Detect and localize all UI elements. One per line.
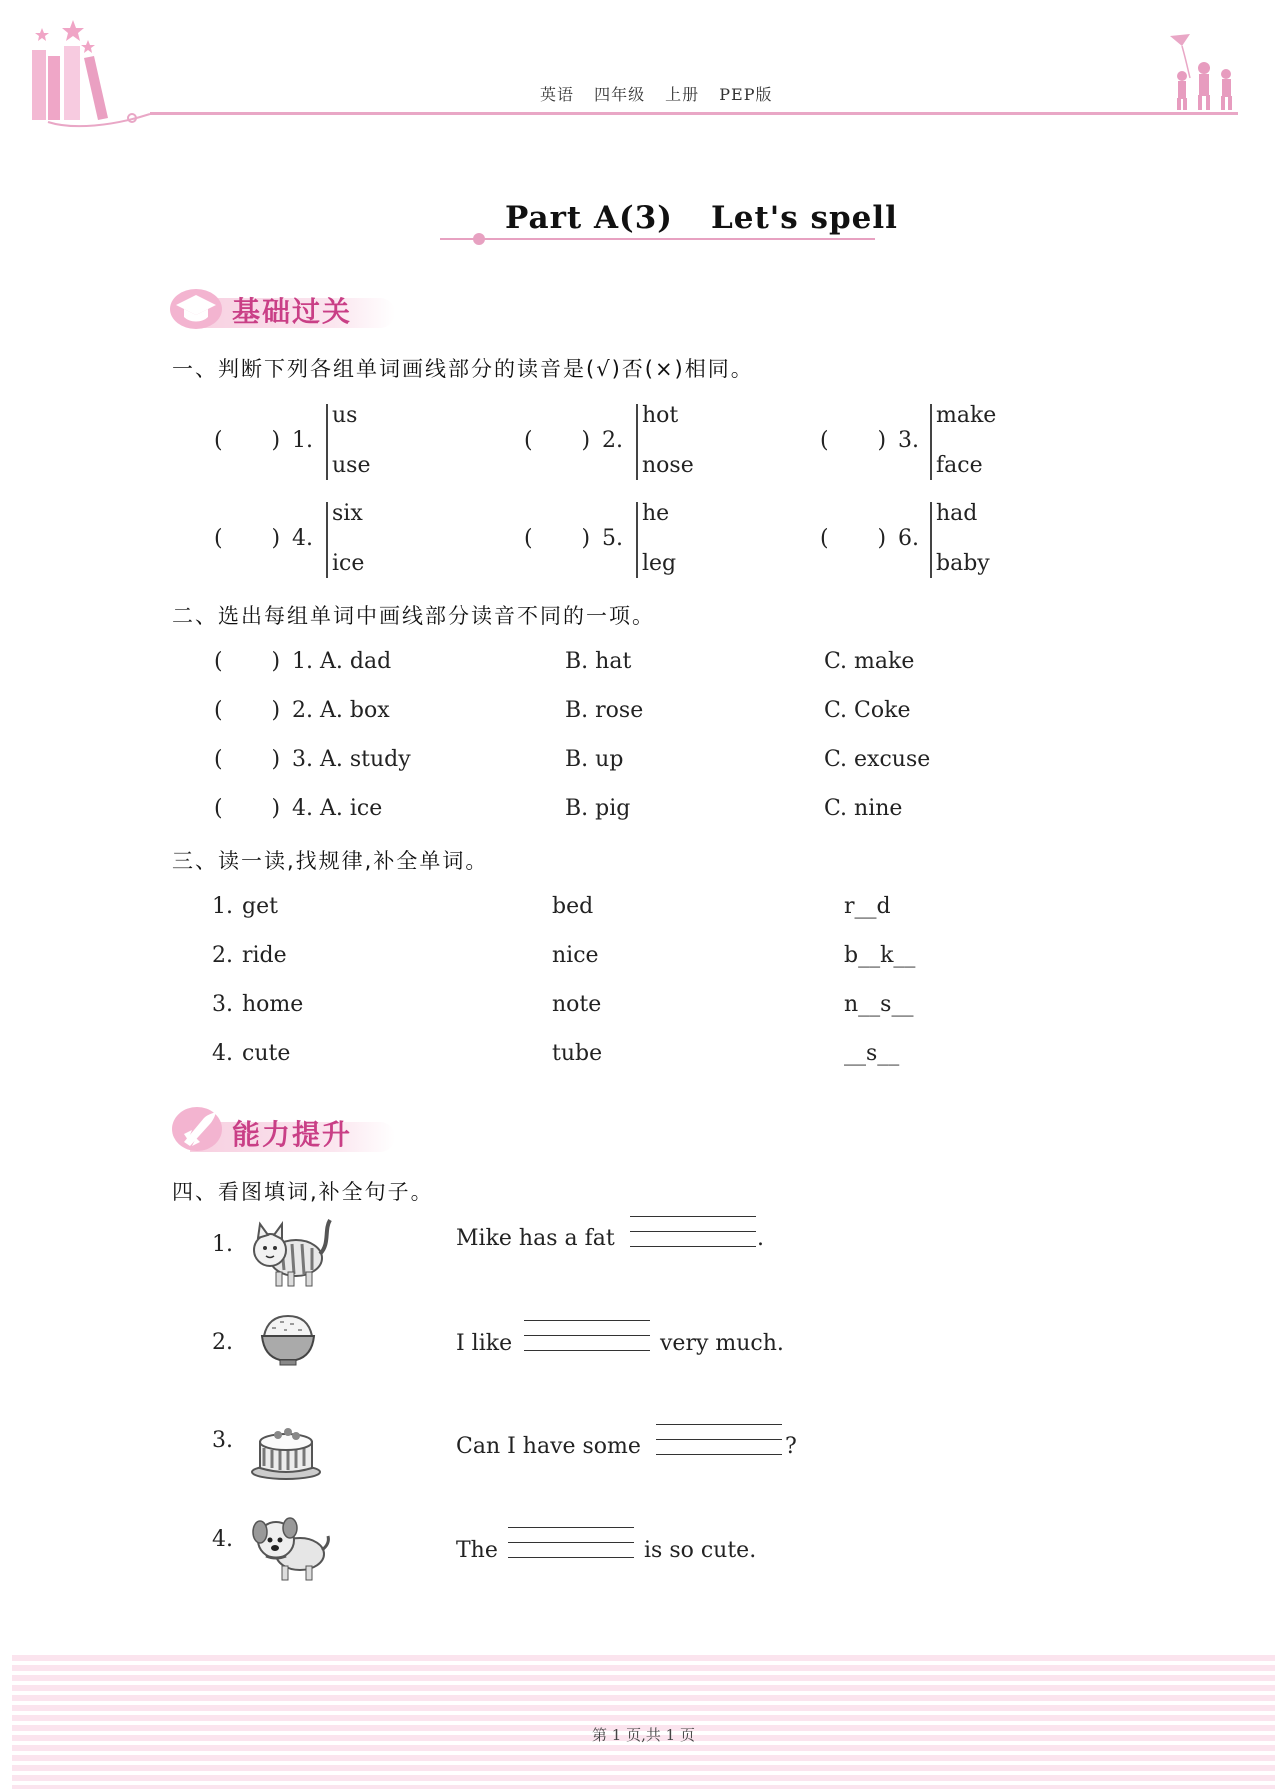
q2-option-b: B. up: [565, 747, 624, 772]
q3-item-number: 3.: [212, 992, 233, 1017]
header-books-logo: [28, 18, 158, 130]
q1-word-top: had: [936, 501, 978, 526]
q2-option-c: C. make: [824, 649, 915, 674]
q3-word-1: home: [242, 992, 304, 1017]
q1-item-number: 4.: [292, 526, 313, 551]
footer-band: [12, 1655, 1275, 1789]
q1-word-top: hot: [642, 403, 679, 428]
q3-word-2: note: [552, 992, 602, 1017]
q1-word-bottom: leg: [642, 551, 677, 576]
q2-answer-bracket[interactable]: ( ): [214, 747, 281, 772]
q2-item-number: 1.: [292, 649, 313, 674]
q1-word-bottom: face: [936, 453, 983, 478]
q1-word-bottom: baby: [936, 551, 990, 576]
q1-brace: [326, 502, 328, 578]
q1-word-top: us: [332, 403, 358, 428]
q4-sentence-start: I like: [456, 1331, 513, 1356]
q2-option-a: A. box: [320, 698, 390, 723]
q1-item-number: 2.: [602, 428, 623, 453]
q3-item-number: 1.: [212, 894, 233, 919]
q1-answer-bracket[interactable]: ( ): [524, 428, 591, 453]
page-title: [505, 200, 898, 236]
q2-option-b: B. pig: [565, 796, 631, 821]
q3-word-1: cute: [242, 1041, 291, 1066]
q2-option-c: C. excuse: [824, 747, 931, 772]
q2-answer-bracket[interactable]: ( ): [214, 649, 281, 674]
q2-option-c: C. nine: [824, 796, 903, 821]
q1-brace: [326, 404, 328, 480]
q4-instruction: 四、看图填词,补全句子。: [172, 1180, 434, 1204]
dog-picture: [246, 1510, 332, 1586]
q1-brace: [636, 404, 638, 480]
q4-answer-lines[interactable]: [508, 1525, 634, 1569]
q1-answer-bracket[interactable]: ( ): [524, 526, 591, 551]
q1-brace: [636, 502, 638, 578]
graduation-cap-icon: [168, 285, 224, 331]
q1-word-bottom: use: [332, 453, 371, 478]
q2-instruction: 二、选出每组单词中画线部分读音不同的一项。: [172, 604, 655, 628]
q3-fill-word[interactable]: b__k__: [844, 943, 916, 968]
q3-fill-word[interactable]: __s__: [844, 1041, 900, 1066]
q3-item-number: 2.: [212, 943, 233, 968]
q4-sentence-end: very much.: [660, 1331, 784, 1356]
q1-brace: [930, 502, 932, 578]
q1-answer-bracket[interactable]: ( ): [820, 526, 887, 551]
q1-item-number: 1.: [292, 428, 313, 453]
q4-sentence-start: Mike has a fat: [456, 1226, 615, 1251]
q3-word-1: ride: [242, 943, 287, 968]
q2-option-b: B. hat: [565, 649, 632, 674]
q2-item-number: 2.: [292, 698, 313, 723]
rice-bowl-picture: [258, 1308, 318, 1368]
q1-answer-bracket[interactable]: ( ): [214, 428, 281, 453]
q3-word-2: nice: [552, 943, 599, 968]
q4-item-number: 4.: [212, 1527, 233, 1552]
section-basic-title: 基础过关: [232, 295, 353, 328]
q2-item-number: 3.: [292, 747, 313, 772]
page-number: 第 1 页,共 1 页: [592, 1726, 695, 1744]
title-dot: [473, 233, 485, 245]
q4-item-number: 3.: [212, 1428, 233, 1453]
section-advanced-title: 能力提升: [232, 1118, 353, 1151]
q3-word-2: bed: [552, 894, 594, 919]
q3-item-number: 4.: [212, 1041, 233, 1066]
q1-word-bottom: nose: [642, 453, 694, 478]
q3-word-2: tube: [552, 1041, 603, 1066]
q4-sentence-end: ?: [785, 1434, 797, 1459]
q1-item-number: 3.: [898, 428, 919, 453]
title-part: Part A(3): [505, 200, 673, 236]
q4-answer-lines[interactable]: [656, 1422, 782, 1466]
q4-item-number: 2.: [212, 1330, 233, 1355]
q3-word-1: get: [242, 894, 278, 919]
q3-instruction: 三、读一读,找规律,补全单词。: [172, 849, 489, 873]
q2-option-a: A. study: [320, 747, 411, 772]
cat-picture: [244, 1214, 334, 1294]
q2-answer-bracket[interactable]: ( ): [214, 698, 281, 723]
q4-answer-lines[interactable]: [524, 1318, 650, 1362]
q1-item-number: 5.: [602, 526, 623, 551]
header-subject: 英语 四年级 上册 PEP版: [540, 85, 773, 104]
q2-option-a: A. dad: [320, 649, 392, 674]
q4-item-number: 1.: [212, 1232, 233, 1257]
q4-sentence-end: is so cute.: [644, 1538, 757, 1563]
q4-sentence-end: .: [757, 1226, 764, 1251]
q1-answer-bracket[interactable]: ( ): [214, 526, 281, 551]
header-children-kite-icon: [1160, 30, 1240, 112]
q4-sentence-start: The: [456, 1538, 498, 1563]
q3-fill-word[interactable]: n__s__: [844, 992, 914, 1017]
q1-item-number: 6.: [898, 526, 919, 551]
title-underline: [440, 238, 875, 240]
cake-picture: [248, 1420, 324, 1482]
q2-option-c: C. Coke: [824, 698, 911, 723]
q4-sentence-start: Can I have some: [456, 1434, 641, 1459]
q2-answer-bracket[interactable]: ( ): [214, 796, 281, 821]
q4-answer-lines[interactable]: [630, 1214, 756, 1258]
q1-word-bottom: ice: [332, 551, 365, 576]
q1-instruction: 一、判断下列各组单词画线部分的读音是(√)否(×)相同。: [172, 357, 754, 381]
q2-option-b: B. rose: [565, 698, 644, 723]
q2-option-a: A. ice: [320, 796, 383, 821]
rocket-icon: [170, 1104, 224, 1154]
q1-word-top: six: [332, 501, 363, 526]
q1-answer-bracket[interactable]: ( ): [820, 428, 887, 453]
title-name: Let's spell: [710, 200, 898, 236]
q1-word-top: make: [936, 403, 997, 428]
q1-brace: [930, 404, 932, 480]
q1-word-top: he: [642, 501, 670, 526]
q3-fill-word[interactable]: r__d: [844, 894, 891, 919]
header-rule: [150, 112, 1238, 115]
q2-item-number: 4.: [292, 796, 313, 821]
